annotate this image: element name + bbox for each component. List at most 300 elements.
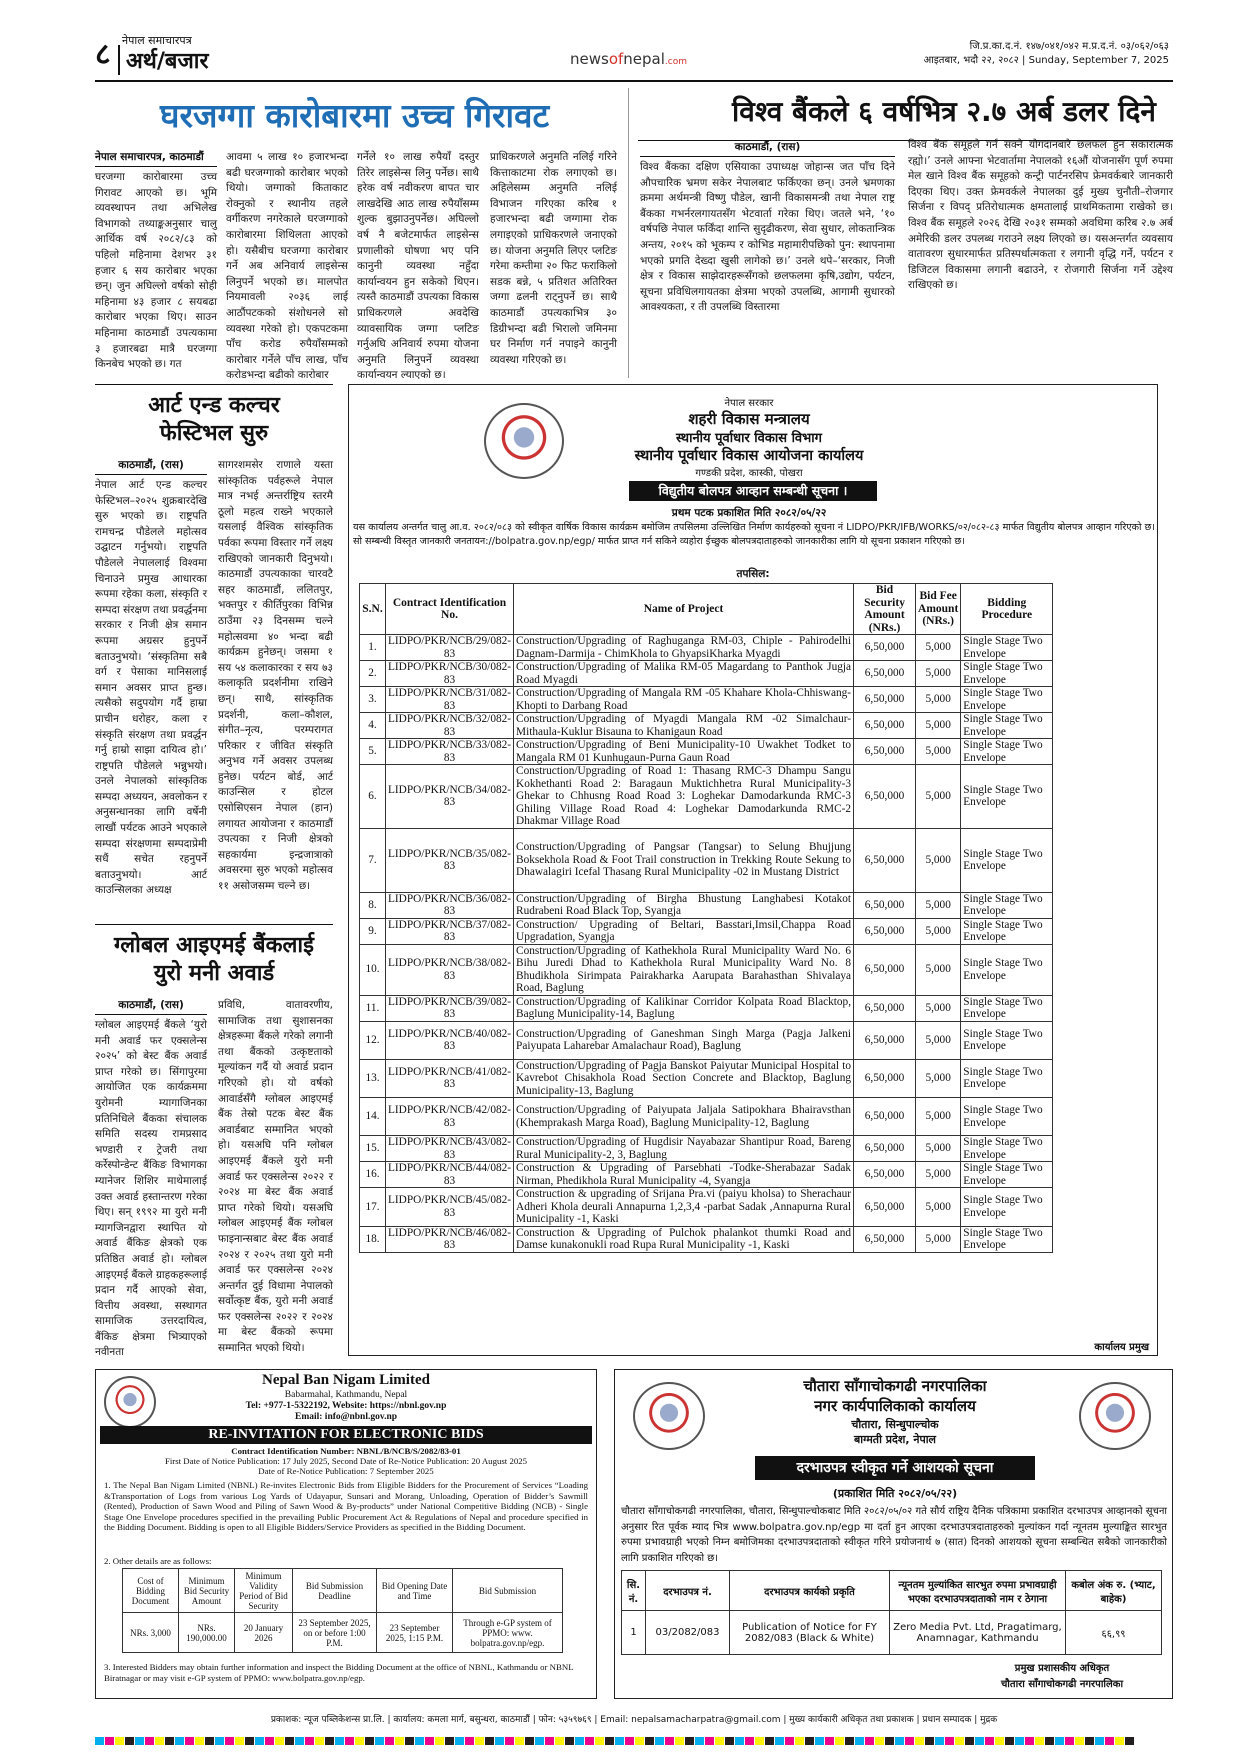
article3-dateline: काठमाडौं, (रास) [95, 458, 207, 475]
municipality-logo-icon [1079, 1382, 1151, 1450]
color-swatch [655, 1737, 664, 1745]
nbn-address: Babarmahal, Kathmandu, Nepal [284, 1390, 408, 1400]
row-sn: 9. [360, 918, 386, 944]
row-bidding-procedure: Single Stage Two Envelope [961, 1226, 1053, 1252]
color-swatch [875, 1737, 884, 1745]
nbn-para3: 3. Interested Bidders may obtain further information and inspect the Bidding Document at the office of NBNL, Kathmandu or NBNL Biratnagar or may visit e-GP system of PPMO: www.bolpatra.gov.np/egp. [104, 1662, 574, 1683]
chautara-column-header: सि. नं. [622, 1571, 646, 1611]
row-bid-fee: 5,000 [916, 1188, 961, 1227]
color-swatch [775, 1737, 784, 1745]
nbn-table-row [123, 1613, 563, 1653]
color-swatch [215, 1737, 224, 1745]
row-bid-security: 6,50,000 [854, 1021, 916, 1059]
row-bid-fee: 5,000 [916, 1226, 961, 1252]
chautara-title: दरभाउपत्र स्वीकृत गर्ने आशयको सूचना [755, 1456, 1035, 1480]
row-sn: 5. [360, 739, 386, 765]
article1-headline: घरजग्गा कारोबारमा उच्च गिरावट [160, 96, 550, 135]
row-sn: 14. [360, 1098, 386, 1136]
nbn-email: Email: info@nbnl.gov.np [294, 1412, 398, 1422]
color-swatch [155, 1737, 164, 1745]
row-bidding-procedure: Single Stage Two Envelope [961, 918, 1053, 944]
article4-headline-line1: ग्लोबल आइएमई बैंकलाई [114, 933, 314, 958]
row-project-name: Construction/Upgrading of Pagja Banskot Paiyutar Municipal Hospital to Kavrebot Chisakhola Road Section Concrete and Blacktop, Baglung Municipality-13, Baglung [514, 1059, 854, 1098]
color-swatch [335, 1737, 344, 1745]
section-name: अर्थ/बजार [118, 45, 208, 75]
row-bid-security: 6,50,000 [854, 995, 916, 1021]
article2-col2: विश्व बैंक समूहले गर्न सक्ने योगदानबारे छलफल हुन सकारात्मक रह्यो।’ उनले आफ्ना भेटवार्तामा नेपालको १६औं योजनासँग पूर्ण रुपमा मेल खाने विश्व बैंक समूहको कन्ट्री पार्टनरसिप फ्रेमवर्कबारे जानकारी दिएका थिए। उक्त फ्रेमवर्कले नेपालका दुई मुख्य चुनौती–रोजगार सिर्जना र विपद् प्रतिरोधात्मक क्षमतालाई प्राथमिकतामा राखेको छ। विश्व बैंक समूहले २०२६ देखि २०३१ सम्मको अवधिमा करिब २.७ अर्ब अमेरिकी डलर उपलब्ध गराउने लक्ष्य लिएको छ। यसअन्तर्गत व्यवसाय वातावरण सुधारमार्फत प्रतिस्पर्धात्मकता र लगानी वृद्धि गर्ने, पर्यटन र डिजिटल विकासमा लगानी बढाउने, र रोजगारी सिर्जना गर्ने उद्देश्य राखिएको छ। [908, 139, 1173, 292]
row-bid-security: 6,50,000 [854, 828, 916, 892]
chautara-notice [614, 1369, 1173, 1699]
chautara-line2: नगर कार्यपालिकाको कार्यालय [814, 1397, 976, 1415]
notice-body: यस कार्यालय अन्तर्गत चालु आ.व. २०८२/०८३ को स्वीकृत वार्षिक विकास कार्यक्रम बमोजिम तपसिलमा उल्लिखित निर्माण कार्यहरुको सूचना नं LIDPO/PKR/IFB/WORKS/०२/०८२-८३ मार्फत विद्युतीय बोलपत्र आव्हान गरिएको छ। सो सम्बन्धी विस्तृत जानकारी जनतायन://bolpatra.gov.np/egp/ मार्फत प्राप्त गर्न सकिने व्यहोरा ईच्छुक बोलपत्रदाताहरुको जानकारीका लागि यो सूचना प्रकाशन गरिएको छ। [353, 522, 1156, 547]
color-swatch [535, 1737, 544, 1745]
row-bid-fee: 5,000 [916, 765, 961, 829]
row-bid-security: 6,50,000 [854, 1162, 916, 1188]
color-swatch [675, 1737, 684, 1745]
notice-title: विद्युतीय बोलपत्र आव्हान सम्बन्धी सूचना । [629, 481, 877, 501]
color-swatch [1005, 1737, 1014, 1745]
row-bid-security: 6,50,000 [854, 1188, 916, 1227]
chautara-table-header [622, 1571, 1162, 1611]
article3-col1: नेपाल आर्ट एन्ड कल्चर फेस्टिभल–२०२५ शुक्रबारदेखि सुरु भएको छ। राष्ट्रपति रामचन्द्र पौडेलले महोत्सव उद्घाटन गर्नुभयो। राष्ट्रपति पौडेलले नेपाललाई विश्वमा चिनाउने प्रमुख आधारका रूपमा रहेका कला, संस्कृति र सम्पदा संरक्षण तथा प्रवर्द्धनमा सरकार र निजी क्षेत्र समान रूपमा अग्रसर हुनुपर्ने बताउनुभयो। ‘संस्कृतिमा सबै वर्ग र पेसाका मानिसलाई समान अवसर प्राप्त हुन्छ। त्यसैको सदुपयोग गर्दै हाम्रा प्राचीन धरोहर, कला र संस्कृति संरक्षण तथा प्रवर्द्धन गर्नु हाम्रो साझा दायित्व हो।’ राष्ट्रपति पौडेलले भन्नुभयो। उनले नेपालको सांस्कृतिक सम्पदा अध्ययन, अवलोकन र अनुसन्धानका लागि वर्षेनी लाखौं पर्यटक आउने भएकाले सम्पदा संरक्षणमा सम्पदाप्रेमी सधैं सचेत रहनुपर्ने बताउनुभयो। आर्ट काउन्सिलका अध्यक्ष [95, 479, 207, 897]
color-swatch [725, 1737, 734, 1745]
color-swatch [935, 1737, 944, 1745]
chautara-column-header: दरभाउपत्र कार्यको प्रकृति [730, 1571, 890, 1611]
color-swatch [145, 1737, 154, 1745]
brand-mid: of [608, 50, 624, 68]
color-swatch [855, 1737, 864, 1745]
color-swatch [835, 1737, 844, 1745]
row-bidding-procedure: Single Stage Two Envelope [961, 765, 1053, 829]
row-bidding-procedure: Single Stage Two Envelope [961, 1059, 1053, 1098]
notice-table-row [360, 687, 1053, 713]
row-bidding-procedure: Single Stage Two Envelope [961, 1162, 1053, 1188]
color-swatch [985, 1737, 994, 1745]
notice-table-row [360, 1226, 1053, 1252]
row-contract-id: LIDPO/PKR/NCB/34/082-83 [386, 765, 514, 829]
row-project-name: Construction/Upgrading of Mangala RM -05 Khahare Khola-Chhiswang-Khopti to Darbang Road [514, 687, 854, 713]
nbn-column-header: Bid Submission Deadline [293, 1569, 377, 1613]
color-swatch [115, 1737, 124, 1745]
row-sn: 4. [360, 713, 386, 739]
row-contract-id: LIDPO/PKR/NCB/40/082-83 [386, 1021, 514, 1059]
notice-table-row [360, 944, 1053, 995]
row-project-name: Construction/Upgrading of Road 1: Thasang RMC-3 Dhampu Sangu Kokhethanti Road 2: Baragaun Muktichhetra Rural Municipality-3 Ghekar to Chhusng Road Road 3: Loghekar Damodarkunda RMC-3 Ghiling Village Road Road 4: Loghekar Damodarkunda RMC-2 Dhakmar Village Road [514, 765, 854, 829]
nbn-cell: Through e-GP system of PPMO: www. bolpatra.gov.np/egp. [453, 1613, 563, 1653]
header-rule [95, 80, 1173, 82]
color-swatch [955, 1737, 964, 1745]
row-bid-fee: 5,000 [916, 995, 961, 1021]
nbn-table-wrap [122, 1568, 563, 1653]
row-contract-id: LIDPO/PKR/NCB/31/082-83 [386, 687, 514, 713]
row-sn: 17. [360, 1188, 386, 1227]
color-swatch [785, 1737, 794, 1745]
notice-table-row [360, 995, 1053, 1021]
nbn-name: Nepal Ban Nigam Limited [262, 1372, 430, 1388]
row-contract-id: LIDPO/PKR/NCB/33/082-83 [386, 739, 514, 765]
row-project-name: Construction/Upgrading of Malika RM-05 Magardang to Panthok Jugja Road Myagdi [514, 661, 854, 687]
article1-dateline: नेपाल समाचारपत्र, काठमाडौं [95, 150, 217, 167]
color-swatch [315, 1737, 324, 1745]
color-swatch [1115, 1737, 1124, 1745]
row-contract-id: LIDPO/PKR/NCB/36/082-83 [386, 892, 514, 918]
row-bid-fee: 5,000 [916, 892, 961, 918]
row-bid-security: 6,50,000 [854, 892, 916, 918]
article3-rule [95, 384, 333, 385]
article1-col1-wrap [95, 150, 217, 371]
row-bidding-procedure: Single Stage Two Envelope [961, 892, 1053, 918]
nbn-column-header: Minimum Bid Security Amount [179, 1569, 235, 1613]
chautara-body: चौतारा साँगाचोकगढी नगरपालिका, चौतारा, सिन्धुपाल्चोकबाट मिति २०८२/०५/०२ गते सौर्य राष्ट्रिय दैनिक पत्रिकामा प्रकाशित दरभाउपत्र आव्हानको सूचना अनुसार रित पूर्वक म्याद भित्र www.bolpatra.gov.np/egp मा दर्ता हुन आएका दरभाउपत्रदाताहरुको मुल्यांकन गर्दा न्यूनतम मुल्याङ्कित सारभुत रुपमा प्रभावग्राही भएको निम्न बमोजिमका दरभाउपत्रदाताको स्वीकृत गरिने प्रयोजनार्थ ७ (सात) दिनको आशयको सूचना सम्बन्धित सबैको जानकारीको लागि प्रकाशित गरिएको छ। [621, 1506, 1167, 1564]
color-swatch [555, 1737, 564, 1745]
color-swatch [905, 1737, 914, 1745]
row-sn: 16. [360, 1162, 386, 1188]
notice-table-wrap [359, 583, 1053, 1253]
article1-col3: गर्नेले १० लाख रुपैयाँ दस्तुर तिरेर लाइसेन्स लिनु पर्नेछ। साथै हरेक वर्ष नवीकरण बापत चार लाखदेखि आठ लाख रुपैयाँसम्म शुल्क बुझाउनुपर्नेछ। अघिल्लो वर्ष नै बजेटमार्फत लाइसेन्स प्रणालीको घोषणा भए पनि कानुनी व्यवस्था नहुँदा कार्यान्वयन हुन सकेको थिएन। त्यस्तै काठमाडौं उपत्यका विकास प्राधिकरणले अवदेखि व्यावसायिक जग्गा प्लटिङ गर्नुअघि अनिवार्य रुपमा योजना अनुमति लिनुपर्ने व्यवस्था कार्यान्वयन ल्याएको छ। [357, 151, 479, 382]
row-project-name: Construction/Upgrading of Beni Municipality-10 Uwakhet Todket to Mangala RM 01 Kunhugaun-Purna Gaun Road [514, 739, 854, 765]
color-swatch [515, 1737, 524, 1745]
color-swatch [425, 1737, 434, 1745]
column-divider [628, 88, 629, 378]
nepal-emblem-icon [484, 403, 564, 479]
row-bid-fee: 5,000 [916, 713, 961, 739]
row-project-name: Construction/Upgrading of Birgha Bhustung Langhabesi Kotakot Rudrabeni Road Black Top, Syangja [514, 892, 854, 918]
color-swatch [165, 1737, 174, 1745]
color-swatch [845, 1737, 854, 1745]
notice-column-header: S.N. [360, 584, 386, 635]
color-swatch [105, 1737, 114, 1745]
color-swatch [695, 1737, 704, 1745]
notice-table-row [360, 1188, 1053, 1227]
row-contract-id: LIDPO/PKR/NCB/35/082-83 [386, 828, 514, 892]
chautara-cell: 1 [622, 1611, 646, 1655]
notice-table-row [360, 1021, 1053, 1059]
row-bid-security: 6,50,000 [854, 661, 916, 687]
notice-office: स्थानीय पूर्वाधार विकास आयोजना कार्यालय [634, 448, 864, 464]
row-sn: 1. [360, 635, 386, 661]
row-bid-security: 6,50,000 [854, 739, 916, 765]
notice-column-header: Bid Fee Amount (NRs.) [916, 584, 961, 635]
row-bid-fee: 5,000 [916, 918, 961, 944]
notice-address: गण्डकी प्रदेश, कास्की, पोखरा [695, 468, 803, 479]
article2-col1-wrap [640, 138, 895, 368]
color-swatch [925, 1737, 934, 1745]
date-line: आइतबार, भदौ २२, २०८२ | Sunday, September 7, 2025 [923, 55, 1169, 66]
chautara-column-header: कबोल अंक रु. (भ्याट, बाहेक) [1066, 1571, 1162, 1611]
brand-suffix: nepal [623, 50, 665, 68]
notice-first-pub: प्रथम पटक प्रकाशित मिति २०८२/०५/२२ [671, 507, 827, 519]
notice-table-row [360, 713, 1053, 739]
color-swatch [135, 1737, 144, 1745]
article4-col2: प्रविधि, वातावरणीय, सामाजिक तथा सुशासनका क्षेत्रहरूमा बैंकले गरेको लगानी तथा बैंकको उत्कृष्टताको मूल्यांकन गर्दै यो अवार्ड प्रदान गरिएको हो। यो वर्षको आवार्डसँगै ग्लोबल आइएमई बैंक तेस्रो पटक बेस्ट बैंक अवार्डबाट सम्मानित भएको हो। यसअघि पनि ग्लोबल आइएमई बैंकले युरो मनी अवार्ड फर एक्सलेन्स २०२२ र २०२४ मा बेस्ट बैंक अवार्ड प्राप्त गरेको थियो। यसअघि ग्लोबल आइएमई बैंक ग्लोबल फाइनान्सबाट बेस्ट बैंक अवार्ड २०२४ र २०२५ तथा युरो मनी अवार्ड फर एक्सलेन्स २०२४ अन्तर्गत दुई विधामा नेपालको सर्वोत्कृष्ट बैंक, युरो मनी अवार्ड फर एक्सलेन्स २०२२ र २०२४ मा बेस्ट बैंकको रूपमा सम्मानित भएको थियो। [218, 999, 333, 1355]
notice-column-header: Bid Security Amount (NRs.) [854, 584, 916, 635]
article3-col2: सागरशमसेर राणाले यस्ता सांस्कृतिक पर्वहरूले नेपाल मात्र नभई अन्तर्राष्ट्रिय स्तरमै ठूलो महत्व राख्ने भएकाले यसलाई वैश्विक सांस्कृतिक पर्वका रूपमा विस्तार गर्ने लक्ष्य राखिएको जानकारी दिनुभयो। काठमाडौं उपत्यकाका चारवटै सहर काठमाडौं, ललितपुर, भक्तपुर र कीर्तिपुरका विभिन्न ठाउँमा २३ दिनसम्म चल्ने महोत्सवमा ४० भन्दा बढी कार्यक्रम हुनेछन्। जसमा १ सय ५४ कलाकारका र सय ७३ कलाकृति प्रदर्शनीमा राखिने छन्। साथै, सांस्कृतिक प्रदर्शनी, कला–कौशल, संगीत–नृत्य, परम्परागत परिकार र जीवित संस्कृति अनुभव गर्ने अवसर उपलब्ध हुनेछ। पर्यटन बोर्ड, आर्ट काउन्सिल र होटल एसोसिएसन नेपाल (हान) लगायत आयोजना र काठमाडौं उपत्यका र निजी क्षेत्रको सहकार्यमा इन्द्रजात्राको अवसरमा सुरु भएको महोत्सव ११ असोजसम्म चल्ने छ। [218, 459, 333, 893]
nbn-para2: 2. Other details are as follows: [104, 1556, 212, 1566]
color-swatch [405, 1737, 414, 1745]
color-swatch [95, 1737, 104, 1745]
notice-tapsil: तपसिल: [736, 568, 770, 580]
color-swatch [505, 1737, 514, 1745]
color-swatch [225, 1737, 234, 1745]
color-swatch [615, 1737, 624, 1745]
color-swatch [255, 1737, 264, 1745]
row-bid-fee: 5,000 [916, 1059, 961, 1098]
article4-headline [95, 932, 333, 988]
chautara-line1: चौतारा साँगाचोकगढी नगरपालिका [803, 1377, 987, 1395]
color-swatch [235, 1737, 244, 1745]
chautara-cell: Zero Media Pvt. Ltd, Pragatimarg, Anamnagar, Kathmandu [890, 1611, 1066, 1655]
color-swatch [965, 1737, 974, 1745]
notice-column-header: Name of Project [514, 584, 854, 635]
notice-gov: नेपाल सरकार [724, 398, 774, 409]
notice-table-row [360, 1098, 1053, 1136]
chautara-pub-date: (प्रकाशित मिति २०८२/०५/२२) [832, 1487, 958, 1500]
row-project-name: Construction/Upgrading of Pangsar (Tangsar) to Selung Bhujjung Boksekhola Road & Foot Trail construction in Trekking Route Sekung to Dhawalagiri Icefal Thasang Rural Municipality -02 in Mustang District [514, 828, 854, 892]
article3-headline [95, 392, 333, 448]
row-bidding-procedure: Single Stage Two Envelope [961, 1021, 1053, 1059]
nbn-contact: Tel: +977-1-5322192, Website: https://nbnl.gov.np [245, 1401, 447, 1411]
notice-table-row [360, 828, 1053, 892]
color-swatch [1025, 1737, 1034, 1745]
row-bid-security: 6,50,000 [854, 944, 916, 995]
color-swatch [125, 1737, 134, 1745]
row-project-name: Construction/Upgrading of Kalikinar Corridor Kolpata Road Blacktop, Baglung Municipality-14, Baglung [514, 995, 854, 1021]
row-bidding-procedure: Single Stage Two Envelope [961, 739, 1053, 765]
row-bid-fee: 5,000 [916, 944, 961, 995]
row-project-name: Construction/Upgrading of Ganeshman Singh Marga (Pagja Jalkeni Paiyupata Laharebar Amalachaur Road), Baglung [514, 1021, 854, 1059]
color-swatch [295, 1737, 304, 1745]
row-project-name: Construction & Upgrading of Parsebhati -Todke-Sherabazar Sadak Nirman, Phedikhola Rural Municipality -4, Syangja [514, 1162, 854, 1188]
color-swatch [485, 1737, 494, 1745]
row-bid-security: 6,50,000 [854, 1226, 916, 1252]
row-sn: 13. [360, 1059, 386, 1098]
notice-table-row [360, 1136, 1053, 1162]
color-swatch [1105, 1737, 1114, 1745]
row-project-name: Construction & Upgrading of Pulchok phalankot thumki Road and Damse kunakonukli road Rupa Rural Municipality -1, Kaski [514, 1226, 854, 1252]
article2-col1: विश्व बैंकका दक्षिण एसियाका उपाध्यक्ष जोहान्स जत पाँच दिने औपचारिक भ्रमण सकेर नेपालबाट फर्किएका छन्। उनले भ्रमणका क्रममा अर्थमन्त्री विष्णु पौडेल, खानी विकासमन्त्री तथा नेपाल राष्ट्र बैंकका गभर्नरलगायतसँग भेटवार्ता गरेका थिए। जतले भने, ‘१० वर्षपछि नेपाल फर्किंदा शान्ति सुदृढीकरण, सेवा सुधार, लोकतान्त्रिक अन्तय, २०१५ को भूकम्प र कोभिड महामारीपछिको पुन: स्थापनामा भएको प्रगति देख्दा खुसी लागेको छ।’ उनले थपे–‘सरकार, निजी क्षेत्र र विकास साझेदारहरूसँगको छलफलमा कृषि,उद्योग, पर्यटन, सूचना प्रविधिलगायतका क्षेत्रमा भएको उपलब्धि, आगामी सुधारको आवश्यकता, र ती उपलब्धि विस्तारमा [640, 161, 895, 314]
nbn-cell: 23 September 2025, on or before 1:00 P.M. [293, 1613, 377, 1653]
color-swatch [265, 1737, 274, 1745]
chautara-table [621, 1570, 1162, 1655]
chautara-cell: 03/2082/083 [646, 1611, 730, 1655]
color-swatch [635, 1737, 644, 1745]
row-bidding-procedure: Single Stage Two Envelope [961, 995, 1053, 1021]
color-swatch [205, 1737, 214, 1745]
article2-headline: विश्व बैंकले ६ वर्षभित्र २.७ अर्ब डलर दिने [732, 95, 1156, 128]
footer-imprint: प्रकाशक: न्यूज पब्लिकेशन्स प्रा.लि. | कार्यालय: कमला मार्ग, बसुन्धरा, काठमाडौं | फोन: ५३५९७६९ | Email: nepalsamacharpatra@gmail.com | मुख्य कार्यकारी अधिकृत तथा प्रकाशक | प्रधान सम्पादक | मुद्रक [270, 1715, 998, 1725]
nbn-title: RE-INVITATION FOR ELECTRONIC BIDS [100, 1426, 592, 1444]
color-swatch [185, 1737, 194, 1745]
notice-table-header [360, 584, 1053, 635]
nbn-cell: NRs. 190,000.00 [179, 1613, 235, 1653]
notice-table-row [360, 918, 1053, 944]
notice-table-row [360, 892, 1053, 918]
row-contract-id: LIDPO/PKR/NCB/44/082-83 [386, 1162, 514, 1188]
color-swatch [895, 1737, 904, 1745]
color-swatch [735, 1737, 744, 1745]
color-swatch [1045, 1737, 1054, 1745]
color-swatch [595, 1737, 604, 1745]
chautara-table-row [622, 1611, 1162, 1655]
row-sn: 18. [360, 1226, 386, 1252]
chautara-line4: बाग्मती प्रदेश, नेपाल [854, 1433, 936, 1446]
nbn-cell: 23 September 2025, 1:15 P.M. [377, 1613, 453, 1653]
page-number: ८ [95, 37, 111, 72]
notice-table [359, 583, 1053, 1253]
row-sn: 15. [360, 1136, 386, 1162]
nbn-renotice: Date of Re-Notice Publication: 7 September 2025 [258, 1466, 434, 1476]
notice-column-header: Bidding Procedure [961, 584, 1053, 635]
nbn-table [122, 1568, 563, 1653]
row-contract-id: LIDPO/PKR/NCB/37/082-83 [386, 918, 514, 944]
color-swatch [1065, 1737, 1074, 1745]
row-sn: 12. [360, 1021, 386, 1059]
color-swatch [565, 1737, 574, 1745]
color-swatch [745, 1737, 754, 1745]
row-project-name: Construction/Upgrading of Kathekhola Rural Municipality Ward No. 6 Bihu Juredi Dhad to Kathekhola Rural Municipality Ward No. 8 Bhudikhola Sirimpata Pairakharka Aarupata Barahasthan Shivalaya Road, Baglung [514, 944, 854, 995]
row-bid-security: 6,50,000 [854, 713, 916, 739]
brand-prefix: news [570, 50, 609, 68]
row-contract-id: LIDPO/PKR/NCB/42/082-83 [386, 1098, 514, 1136]
color-swatch [1055, 1737, 1064, 1745]
notice-department: स्थानीय पूर्वाधार विकास विभाग [676, 431, 822, 446]
registration-line: जि.प्र.का.द.नं. १४७/०४१/०४२ म.प्र.द.नं. ०३/०६२/०६३ [969, 41, 1169, 52]
row-contract-id: LIDPO/PKR/NCB/32/082-83 [386, 713, 514, 739]
row-sn: 6. [360, 765, 386, 829]
row-bid-fee: 5,000 [916, 661, 961, 687]
row-bid-security: 6,50,000 [854, 765, 916, 829]
header-meta [924, 40, 1169, 68]
row-contract-id: LIDPO/PKR/NCB/46/082-83 [386, 1226, 514, 1252]
row-bid-fee: 5,000 [916, 739, 961, 765]
row-bidding-procedure: Single Stage Two Envelope [961, 944, 1053, 995]
row-bid-security: 6,50,000 [854, 687, 916, 713]
chautara-table-wrap [621, 1570, 1162, 1655]
procurement-notice [348, 384, 1158, 1356]
color-swatch [395, 1737, 404, 1745]
row-bid-security: 6,50,000 [854, 1098, 916, 1136]
row-bid-fee: 5,000 [916, 687, 961, 713]
notice-signature: कार्यालय प्रमुख [1094, 1342, 1149, 1353]
color-swatch [1085, 1737, 1094, 1745]
color-swatch [445, 1737, 454, 1745]
color-swatch [1095, 1737, 1104, 1745]
nbn-column-header: Bid Submission [453, 1569, 563, 1613]
article4-col1: ग्लोबल आइएमई बैंकले ‘युरो मनी अवार्ड फर एक्सलेन्स २०२५’ को बेस्ट बैंक अवार्ड प्राप्त गरेको छ। सिंगापुरमा आयोजित एक कार्यक्रममा युरोमनी म्यागाजिनका प्रतिनिधिले बैंकका संचालक समिति सदस्य रामप्रसाद भण्डारी र ट्रेजरी तथा कर्रेस्पोन्डेन्ट बैंकिङ विभागका म्यानेजर शिशिर माथेमालाई उक्त अवार्ड हस्तान्तरण गरेका थिए। सन् १९९२ मा युरो मनी म्यागजिनद्वारा स्थापित यो अवार्ड बैंकिङ क्षेत्रको एक प्रतिष्ठित अवार्ड हो। ग्लोबल आइएमई बैंकले ग्राहकहरूलाई प्रदान गर्दै आएको सेवा, वित्तीय अवस्था, सस्थागत सामाजिक उत्तरदायित्व, बैंकिङ क्षेत्रमा भित्र्याएको नवीनता [95, 1019, 207, 1359]
row-contract-id: LIDPO/PKR/NCB/43/082-83 [386, 1136, 514, 1162]
color-swatch [495, 1737, 504, 1745]
color-swatch [765, 1737, 774, 1745]
row-project-name: Construction/Upgrading of Raghuganga RM-03, Chiple - Pahirodelhi Dagnam-Darmija - ChimKhola to GhyapsiKharka Myagdi [514, 635, 854, 661]
row-sn: 11. [360, 995, 386, 1021]
color-swatch [545, 1737, 554, 1745]
color-swatch [975, 1737, 984, 1745]
row-project-name: Construction/Upgrading of Hugdisir Nayabazar Shantipur Road, Bareng Rural Municipality-2, 3, Baglung [514, 1136, 854, 1162]
color-swatch [825, 1737, 834, 1745]
row-bid-fee: 5,000 [916, 1136, 961, 1162]
row-sn: 3. [360, 687, 386, 713]
row-sn: 10. [360, 944, 386, 995]
color-swatch [195, 1737, 204, 1745]
color-swatch [415, 1737, 424, 1745]
row-contract-id: LIDPO/PKR/NCB/38/082-83 [386, 944, 514, 995]
row-bidding-procedure: Single Stage Two Envelope [961, 661, 1053, 687]
nbn-contract-no: Contract Identification Number: NBNL/B/NCB/S/2082/83-01 [231, 1446, 461, 1456]
notice-table-row [360, 635, 1053, 661]
color-swatch [865, 1737, 874, 1745]
color-swatch [755, 1737, 764, 1745]
article4-headline-line2: युरो मनी अवार्ड [153, 961, 275, 986]
color-swatch [885, 1737, 894, 1745]
row-bidding-procedure: Single Stage Two Envelope [961, 1136, 1053, 1162]
row-project-name: Construction & upgrading of Srijana Pra.vi (paiyu kholsa) to Sherachaur Adheri Khola deurali Annapurna 1,2,3,4 -parbat Sadak ,Annapurna Rural Municipality -1, Kaski [514, 1188, 854, 1227]
color-swatch [715, 1737, 724, 1745]
color-swatch [455, 1737, 464, 1745]
color-swatch [275, 1737, 284, 1745]
row-bid-fee: 5,000 [916, 1021, 961, 1059]
nbn-column-header: Minimum Validity Period of Bid Security [235, 1569, 293, 1613]
nbn-column-header: Bid Opening Date and Time [377, 1569, 453, 1613]
color-swatch [995, 1737, 1004, 1745]
color-swatch [915, 1737, 924, 1745]
color-swatch [435, 1737, 444, 1745]
row-bidding-procedure: Single Stage Two Envelope [961, 1098, 1053, 1136]
row-bidding-procedure: Single Stage Two Envelope [961, 687, 1053, 713]
chautara-sign1: प्रमुख प्रशासकीय अधिकृत [1014, 1663, 1110, 1674]
color-swatch [355, 1737, 364, 1745]
row-project-name: Construction/Upgrading of Myagdi Mangala RM -02 Simalchaur-Mithaula-Kuklur Bisauna to Khanigaun Road [514, 713, 854, 739]
nbn-para1: 1. The Nepal Ban Nigam Limited (NBNL) Re-invites Electronic Bids from Eligible Bidders for the Procurement of Services “Loading &Transportation of Logs from various Log Yards of Udayapur, Sunsari and Morang, Unloading, Operation of Bidder’s Sawmill (Rented), Production of Sawn Wood and Piling of Sawn Wood & By-products” under National Competitive Bidding (NCB) - Single Stage One Envelope procedures specified in the prevailing Public Procurement Act & Regulations of Nepal and procedure specified in the Bidding Document. Bidding is open to all Eligible Bidders/Service Providers as specified in the Bidding Document. [104, 1480, 588, 1533]
row-contract-id: LIDPO/PKR/NCB/45/082-83 [386, 1188, 514, 1227]
row-bidding-procedure: Single Stage Two Envelope [961, 635, 1053, 661]
color-swatch [605, 1737, 614, 1745]
color-swatch [1035, 1737, 1044, 1745]
chautara-column-header: न्यूनतम मुल्यांकित सारभुत रुपमा प्रभावग्राही भएका दरभाउपत्रदाताको नाम र ठेगाना [890, 1571, 1066, 1611]
nbn-notice [95, 1369, 597, 1699]
nepal-emblem-icon [633, 1382, 705, 1450]
color-swatch [465, 1737, 474, 1745]
color-swatch [585, 1737, 594, 1745]
color-swatch [665, 1737, 674, 1745]
color-swatch [625, 1737, 634, 1745]
article1-col1: घरजग्गा कारोबारमा उच्च गिरावट आएको छ। भूमि व्यवस्थापन तथा अभिलेख विभागको तथ्याङ्कअनुसार चालु आर्थिक वर्ष २०८२/८३ को पहिलो महिनामा देशभर ३१ हजार ६ सय कारोबार भएका छन्। जुन अघिल्लो वर्षको सोही महिनामा ४३ हजार ८ सयबढा कारोबार भएका थिए। साउन महिनामा काठमाडौं उपत्यकामा ३ हजारबढा मात्रै घरजग्गा किनबेच भएको छ। गत [95, 171, 217, 371]
article3-headline-line2: फेस्टिभल सुरु [159, 421, 269, 446]
color-swatch [685, 1737, 694, 1745]
color-swatch [945, 1737, 954, 1745]
article3-col1-wrap [95, 458, 207, 918]
notice-table-row [360, 1059, 1053, 1098]
chautara-line3: चौतारा, सिन्धुपाल्चोक [851, 1418, 939, 1431]
row-bidding-procedure: Single Stage Two Envelope [961, 713, 1053, 739]
row-bid-fee: 5,000 [916, 1162, 961, 1188]
row-sn: 8. [360, 892, 386, 918]
row-bid-fee: 5,000 [916, 828, 961, 892]
print-color-bar [95, 1730, 1173, 1738]
notice-table-row [360, 1162, 1053, 1188]
color-swatch [575, 1737, 584, 1745]
notice-ministry: शहरी विकास मन्त्रालय [688, 410, 810, 428]
color-swatch [345, 1737, 354, 1745]
row-contract-id: LIDPO/PKR/NCB/29/082-83 [386, 635, 514, 661]
color-swatch [385, 1737, 394, 1745]
color-swatch [475, 1737, 484, 1745]
site-brand [570, 50, 687, 68]
article1-col2: आवमा ५ लाख १० हजारभन्दा बढी घरजग्गाको कारोबार भएको थियो। जग्गाको किताकाट रोक्नुको र स्थानीय तहले वर्गीकरण नगरेकाले घरजग्गाको कारोबारमा शिथिलता आएको हो। यसैबीच घरजग्गा कारोबार गर्ने अब अनिवार्य लाइसेन्स लिनुपर्ने भएको छ। मालपोत नियमावली २०३६ लाई आठौंपटकको संशोधनले सो व्यवस्था गरेको हो। एकपटकमा पाँच करोड रुपैयाँसम्मको कारोबार गर्नेले पाँच लाख, पाँच करोडभन्दा बढीको कारोबार [226, 151, 348, 382]
row-contract-id: LIDPO/PKR/NCB/41/082-83 [386, 1059, 514, 1098]
article4-col1-wrap [95, 998, 207, 1358]
row-sn: 7. [360, 828, 386, 892]
color-swatch [245, 1737, 254, 1745]
